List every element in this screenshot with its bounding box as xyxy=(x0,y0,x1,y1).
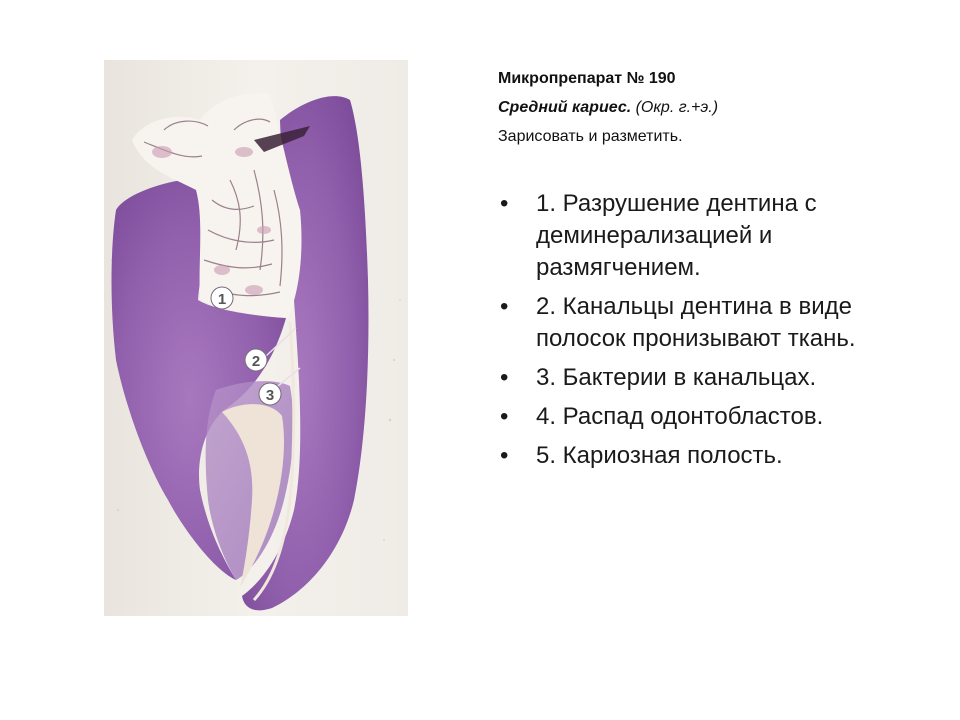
bullet-item xyxy=(500,362,920,394)
bullet-dot: • xyxy=(500,403,509,430)
slide-title: Микропрепарат № 190 xyxy=(498,70,676,87)
slide-instruction: Зарисовать и разметить. xyxy=(498,128,683,145)
slide-header xyxy=(498,64,918,151)
micrograph-svg xyxy=(104,60,408,616)
label-3-text: 3 xyxy=(265,387,275,404)
bullet-item xyxy=(500,291,920,355)
bullet-text: 1. Разрушение дентина с деминерализацией и размягчением. xyxy=(536,190,817,281)
bullet-dot: • xyxy=(500,190,509,217)
bullet-dot: • xyxy=(500,442,509,469)
micrograph-image xyxy=(104,60,408,616)
bullet-text: 3. Бактерии в канальцах. xyxy=(536,364,817,391)
bullet-item xyxy=(500,440,920,472)
slide-subtitle xyxy=(498,93,918,122)
label-2-text: 2 xyxy=(251,353,261,370)
bullet-text: 4. Распад одонтобластов. xyxy=(536,403,824,430)
bullet-item xyxy=(500,401,920,433)
bullet-item xyxy=(500,188,920,284)
bullet-dot: • xyxy=(500,364,509,391)
subtitle-rest: (Окр. г.+э.) xyxy=(631,99,719,116)
bullet-text: 5. Кариозная полость. xyxy=(536,442,783,469)
bullet-list xyxy=(500,188,920,479)
label-1-marker xyxy=(211,287,233,309)
label-1-text: 1 xyxy=(217,291,227,308)
bullet-dot: • xyxy=(500,293,509,320)
bullet-text: 2. Канальцы дентина в виде полосок пронизывают ткань. xyxy=(536,293,856,352)
subtitle-bold: Средний кариес. xyxy=(498,99,632,116)
